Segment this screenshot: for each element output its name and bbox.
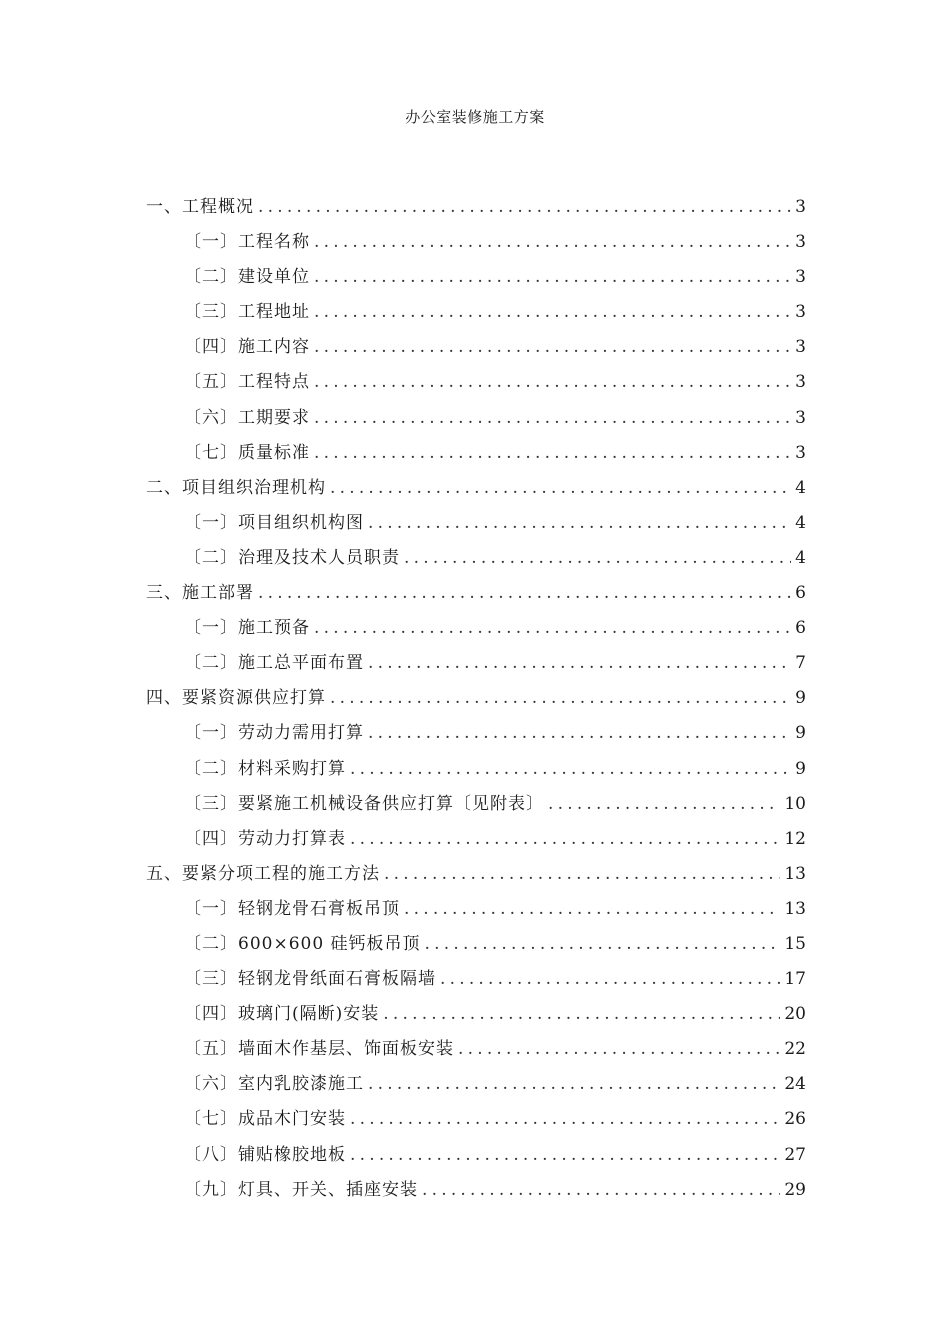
toc-page-number: 3 [795, 197, 806, 217]
toc-page-number: 26 [784, 1109, 806, 1130]
toc-subsection-entry[interactable] [146, 1102, 806, 1137]
toc-page-number: 27 [784, 1144, 806, 1165]
toc-page-number: 4 [795, 477, 806, 498]
toc-subsection-entry[interactable] [146, 997, 806, 1032]
toc-dot-leader [368, 1067, 780, 1102]
toc-entry-label: 〔四〕施工内容 [184, 337, 310, 358]
toc-dot-leader [350, 1138, 780, 1173]
toc-entry-label: 四、要紧资源供应打算 [146, 688, 326, 709]
toc-page-number: 29 [784, 1179, 806, 1200]
toc-entry-label: 〔六〕工期要求 [184, 407, 310, 428]
document-title: 办公室装修施工方案 [405, 108, 545, 126]
toc-page-number: 4 [795, 512, 806, 533]
toc-subsection-entry[interactable] [146, 330, 806, 365]
toc-subsection-entry[interactable] [146, 787, 806, 822]
toc-dot-leader [314, 295, 791, 330]
toc-page-number: 3 [795, 232, 806, 253]
toc-section-entry[interactable] [146, 681, 806, 716]
toc-subsection-entry[interactable] [146, 716, 806, 751]
toc-section-entry[interactable] [146, 576, 806, 611]
toc-subsection-entry[interactable] [146, 1067, 806, 1102]
toc-entry-label: 五、要紧分项工程的施工方法 [146, 863, 380, 884]
toc-page-number: 3 [795, 337, 806, 358]
toc-subsection-entry[interactable] [146, 225, 806, 260]
toc-subsection-entry[interactable] [146, 892, 806, 927]
toc-entry-label: 〔三〕工程地址 [184, 302, 310, 323]
toc-page-number: 12 [784, 828, 806, 849]
toc-entry-label: 〔五〕墙面木作基层、饰面板安装 [184, 1039, 454, 1060]
toc-page-number: 3 [795, 372, 806, 393]
toc-page-number: 15 [784, 933, 806, 954]
toc-dot-leader [440, 962, 780, 997]
toc-entry-label: 〔四〕劳动力打算表 [184, 828, 346, 849]
toc-subsection-entry[interactable] [146, 822, 806, 857]
toc-dot-leader [330, 681, 791, 716]
toc-entry-label: 〔二〕材料采购打算 [184, 758, 346, 779]
toc-dot-leader [314, 436, 791, 471]
toc-dot-leader [404, 892, 780, 927]
toc-dot-leader [368, 506, 791, 541]
toc-entry-label: 〔一〕劳动力需用打算 [184, 723, 364, 744]
toc-dot-leader [350, 822, 780, 857]
toc-entry-label: 〔二〕施工总平面布置 [184, 653, 364, 674]
toc-entry-label: 〔七〕质量标准 [184, 442, 310, 463]
toc-entry-label: 〔四〕玻璃门(隔断)安装 [184, 1004, 380, 1025]
toc-entry-label: 〔一〕项目组织机构图 [184, 512, 364, 533]
toc-page-number: 6 [795, 618, 806, 639]
toc-entry-label: 〔三〕要紧施工机械设备供应打算〔见附表〕 [184, 793, 544, 814]
toc-subsection-entry[interactable] [146, 927, 806, 962]
toc-section-entry[interactable] [146, 190, 806, 225]
toc-subsection-entry[interactable] [146, 611, 806, 646]
toc-dot-leader [314, 611, 791, 646]
toc-page-number: 7 [795, 653, 806, 674]
toc-dot-leader [422, 1173, 780, 1208]
toc-subsection-entry[interactable] [146, 752, 806, 787]
toc-dot-leader [314, 225, 791, 260]
table-of-contents [146, 190, 806, 1208]
toc-entry-label: 〔九〕灯具、开关、插座安装 [184, 1179, 418, 1200]
toc-dot-leader [350, 1102, 780, 1137]
toc-subsection-entry[interactable] [146, 1032, 806, 1067]
toc-subsection-entry[interactable] [146, 1173, 806, 1208]
toc-entry-label: 〔一〕工程名称 [184, 232, 310, 253]
toc-dot-leader [383, 997, 780, 1032]
toc-section-entry[interactable] [146, 857, 806, 892]
toc-subsection-entry[interactable] [146, 365, 806, 400]
toc-dot-leader [548, 787, 780, 822]
toc-subsection-entry[interactable] [146, 1138, 806, 1173]
toc-page-number: 13 [784, 863, 806, 884]
toc-page-number: 10 [784, 793, 806, 814]
toc-dot-leader [314, 260, 791, 295]
toc-page-number: 20 [784, 1004, 806, 1025]
toc-entry-label: 二、项目组织治理机构 [146, 477, 326, 498]
toc-page-number: 3 [795, 407, 806, 428]
toc-dot-leader [314, 365, 791, 400]
toc-page-number: 9 [795, 723, 806, 744]
toc-page-number: 17 [784, 969, 806, 990]
toc-dot-leader [258, 576, 791, 611]
toc-page-number: 9 [795, 758, 806, 779]
toc-dot-leader [314, 401, 791, 436]
toc-subsection-entry[interactable] [146, 401, 806, 436]
toc-entry-label: 〔一〕施工预备 [184, 618, 310, 639]
toc-page-number: 3 [795, 267, 806, 288]
toc-entry-label: 〔五〕工程特点 [184, 372, 310, 393]
toc-subsection-entry[interactable] [146, 506, 806, 541]
toc-entry-label: 三、施工部署 [146, 583, 254, 604]
toc-subsection-entry[interactable] [146, 962, 806, 997]
toc-entry-label: 〔六〕室内乳胶漆施工 [184, 1074, 364, 1095]
toc-page-number: 3 [795, 442, 806, 463]
toc-subsection-entry[interactable] [146, 295, 806, 330]
toc-page-number: 4 [795, 547, 806, 568]
toc-entry-label: 〔七〕成品木门安装 [184, 1109, 346, 1130]
toc-subsection-entry[interactable] [146, 541, 806, 576]
toc-entry-label: 〔二〕建设单位 [184, 267, 310, 288]
toc-dot-leader [368, 646, 791, 681]
toc-entry-label: 一、工程概况 [146, 197, 254, 217]
toc-dot-leader [330, 471, 791, 506]
toc-page-number: 6 [795, 583, 806, 604]
toc-dot-leader [258, 190, 791, 225]
toc-dot-leader [404, 541, 791, 576]
toc-entry-label: 〔三〕轻钢龙骨纸面石膏板隔墙 [184, 969, 436, 990]
toc-dot-leader [350, 752, 791, 787]
toc-entry-label: 〔一〕轻钢龙骨石膏板吊顶 [184, 898, 400, 919]
toc-page-number: 22 [784, 1039, 806, 1060]
toc-page-number: 24 [784, 1074, 806, 1095]
toc-subsection-entry[interactable] [146, 646, 806, 681]
toc-entry-label: 〔二〕600×600 硅钙板吊顶 [184, 933, 421, 954]
toc-entry-label: 〔八〕铺贴橡胶地板 [184, 1144, 346, 1165]
toc-dot-leader [368, 716, 791, 751]
toc-dot-leader [425, 927, 781, 962]
toc-page-number: 9 [795, 688, 806, 709]
toc-entry-label: 〔二〕治理及技术人员职责 [184, 547, 400, 568]
toc-dot-leader [384, 857, 780, 892]
toc-dot-leader [314, 330, 791, 365]
toc-page-number: 3 [795, 302, 806, 323]
toc-dot-leader [458, 1032, 780, 1067]
toc-subsection-entry[interactable] [146, 436, 806, 471]
toc-subsection-entry[interactable] [146, 260, 806, 295]
toc-page-number: 13 [784, 898, 806, 919]
toc-section-entry[interactable] [146, 471, 806, 506]
